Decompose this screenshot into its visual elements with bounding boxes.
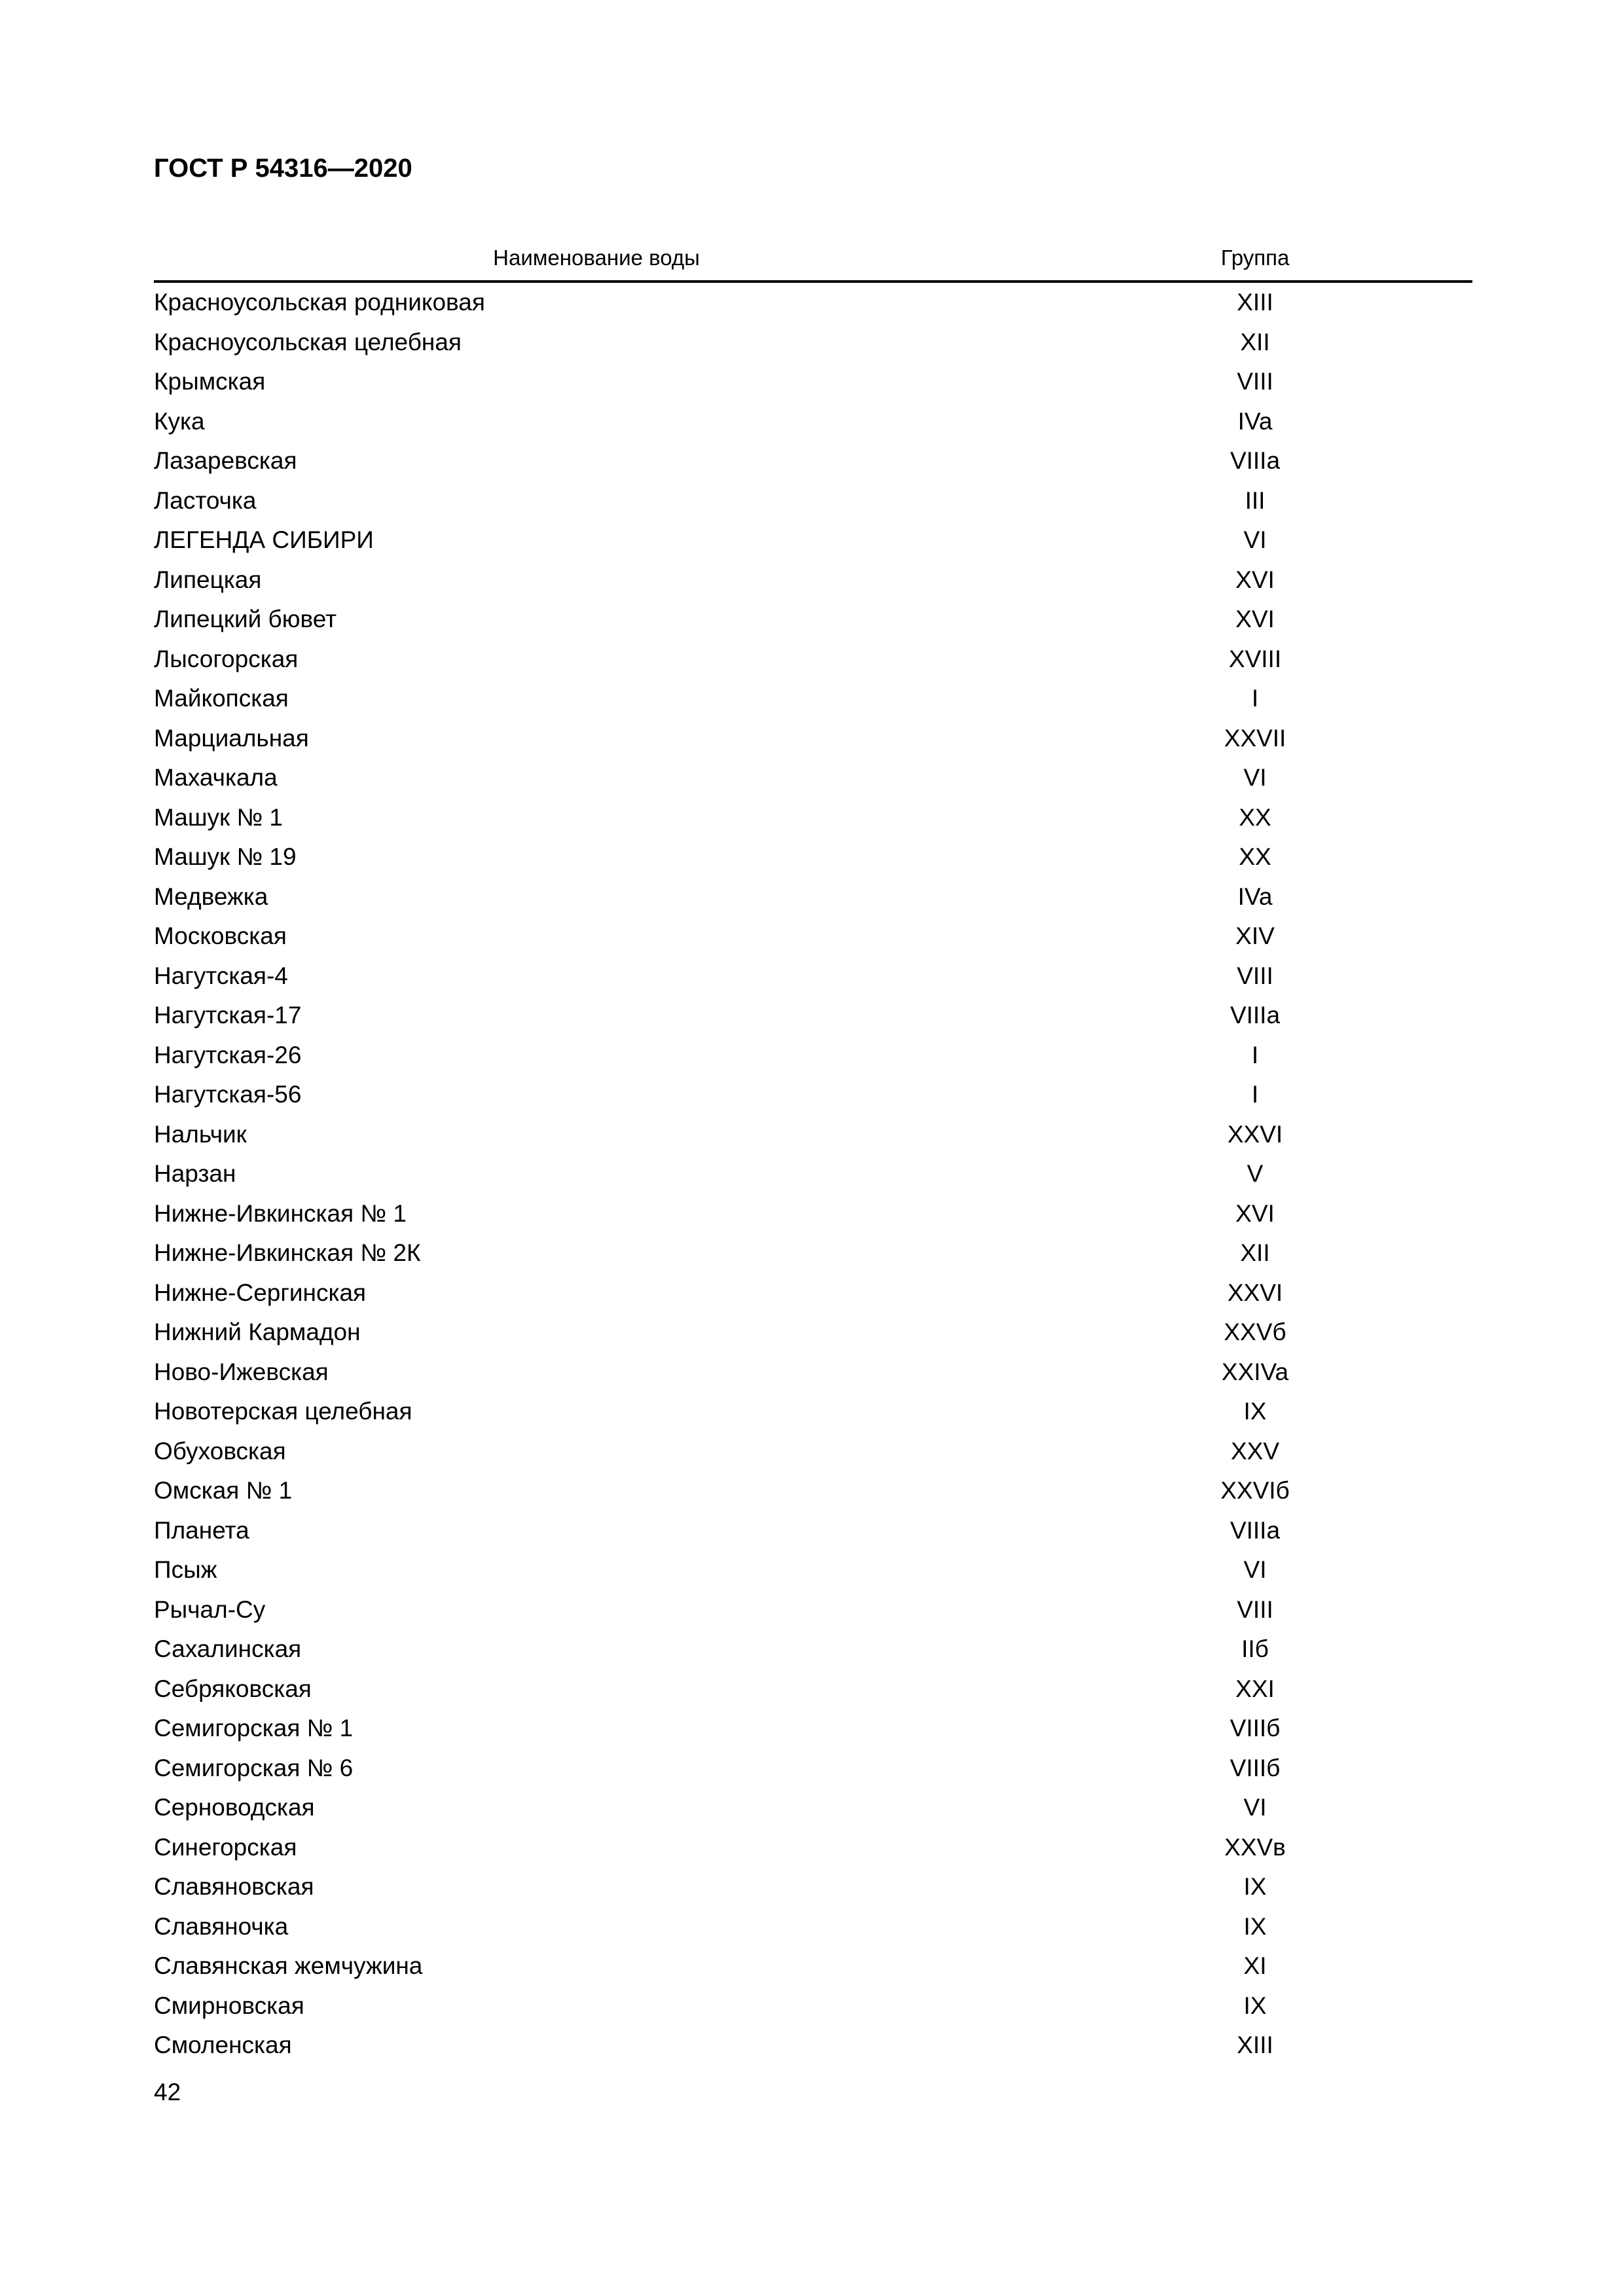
- table-row: [154, 520, 1472, 560]
- water-name-cell: Нагутская-17: [154, 1002, 302, 1029]
- table-row: [154, 957, 1472, 996]
- water-name-cell: Синегорская: [154, 1833, 297, 1861]
- water-group-cell: IIб: [1241, 1635, 1269, 1662]
- water-group-cell: XII: [1240, 1239, 1270, 1266]
- water-name-cell: Липецкий бювет: [154, 606, 337, 632]
- water-group-cell: VIII: [1237, 962, 1273, 989]
- water-group-cell: XXVII: [1224, 724, 1286, 752]
- water-group-cell: XXVI: [1227, 1120, 1283, 1148]
- table-row: [154, 1590, 1472, 1630]
- table-row: [154, 2026, 1472, 2066]
- water-group-cell: XXVв: [1224, 1833, 1286, 1861]
- water-name-cell: Крымская: [154, 368, 266, 395]
- table-body: [154, 283, 1472, 2066]
- table-row: [154, 1867, 1472, 1907]
- water-group-cell: XX: [1239, 803, 1271, 831]
- table-row: [154, 1313, 1472, 1353]
- water-group-cell: III: [1245, 486, 1266, 514]
- column-header-group: Группа: [1220, 246, 1290, 270]
- water-group-cell: XXV: [1230, 1437, 1280, 1465]
- water-name-cell: Махачкала: [154, 764, 278, 791]
- table-header: [154, 236, 1472, 283]
- table-row: [154, 1233, 1472, 1273]
- water-group-cell: IVa: [1237, 883, 1273, 910]
- water-group-cell: XVIII: [1228, 645, 1282, 672]
- water-name-cell: Омская № 1: [154, 1477, 293, 1504]
- water-name-cell: Лазаревская: [154, 447, 297, 474]
- water-group-cell: I: [1251, 685, 1259, 712]
- table-row: [154, 1115, 1472, 1155]
- table-row: [154, 758, 1472, 798]
- water-group-cell: XXVб: [1224, 1319, 1286, 1345]
- table-row: [154, 1075, 1472, 1115]
- water-group-cell: VI: [1243, 764, 1267, 791]
- water-name-cell: Нагутская-4: [154, 962, 288, 989]
- table-row: [154, 323, 1472, 363]
- table-row: [154, 1194, 1472, 1234]
- water-group-cell: XIV: [1235, 922, 1275, 949]
- water-name-cell: Машук № 1: [154, 803, 283, 831]
- table-row: [154, 1036, 1472, 1076]
- water-name-cell: Майкопская: [154, 685, 289, 712]
- water-name-cell: Красноусольская целебная: [154, 328, 462, 355]
- table-row: [154, 1471, 1472, 1511]
- water-name-cell: Славяновская: [154, 1873, 314, 1900]
- water-group-cell: IX: [1243, 1398, 1267, 1425]
- water-name-cell: Нижне-Ивкинская № 2К: [154, 1239, 421, 1266]
- table-row: [154, 1273, 1472, 1313]
- table-row: [154, 1749, 1472, 1789]
- water-group-cell: VIIIa: [1230, 1002, 1281, 1029]
- table-row: [154, 362, 1472, 402]
- water-group-cell: VIIIб: [1230, 1715, 1281, 1741]
- water-group-cell: IVa: [1237, 407, 1273, 435]
- water-name-cell: Ново-Ижевская: [154, 1358, 329, 1385]
- water-group-cell: IX: [1243, 1992, 1267, 2019]
- water-group-cell: V: [1247, 1160, 1264, 1187]
- water-name-cell: Новотерская целебная: [154, 1398, 412, 1425]
- table-row: [154, 1788, 1472, 1828]
- water-group-cell: I: [1251, 1041, 1259, 1068]
- water-group-cell: XI: [1243, 1952, 1267, 1979]
- table-row: [154, 1511, 1472, 1551]
- table-row: [154, 1353, 1472, 1393]
- water-group-cell: VIII: [1237, 1595, 1273, 1623]
- table-row: [154, 877, 1472, 917]
- water-name-cell: ЛЕГЕНДА СИБИРИ: [154, 526, 374, 553]
- water-name-cell: Красноусольская родниковая: [154, 289, 485, 316]
- water-group-cell: XII: [1240, 328, 1270, 355]
- water-name-cell: Славянская жемчужина: [154, 1952, 423, 1979]
- water-name-cell: Смоленская: [154, 2032, 292, 2058]
- table-row: [154, 1907, 1472, 1947]
- water-group-cell: IX: [1243, 1912, 1267, 1940]
- water-name-cell: Серноводская: [154, 1794, 315, 1821]
- table-row: [154, 996, 1472, 1036]
- water-group-cell: XVI: [1235, 1199, 1275, 1227]
- table-row: [154, 1630, 1472, 1669]
- water-group-cell: VIII: [1237, 368, 1273, 395]
- water-name-cell: Липецкая: [154, 566, 262, 593]
- table-row: [154, 441, 1472, 481]
- water-name-cell: Нагутская-56: [154, 1081, 302, 1108]
- water-group-cell: XX: [1239, 843, 1271, 870]
- water-groups-table: [154, 236, 1472, 2066]
- table-row: [154, 917, 1472, 957]
- water-name-cell: Нижне-Ивкинская № 1: [154, 1199, 407, 1227]
- water-name-cell: Кука: [154, 407, 205, 435]
- column-header-name: Наименование воды: [493, 246, 700, 270]
- water-group-cell: XVI: [1235, 566, 1275, 593]
- water-name-cell: Московская: [154, 922, 287, 949]
- water-name-cell: Машук № 19: [154, 843, 297, 870]
- water-name-cell: Нижне-Сергинская: [154, 1279, 367, 1306]
- water-group-cell: VI: [1243, 1794, 1267, 1821]
- water-name-cell: Семигорская № 1: [154, 1715, 354, 1741]
- table-row: [154, 1154, 1472, 1194]
- water-name-cell: Лысогорская: [154, 645, 299, 672]
- water-name-cell: Семигорская № 6: [154, 1754, 354, 1781]
- water-group-cell: XIII: [1237, 2032, 1273, 2058]
- table-row: [154, 640, 1472, 680]
- water-name-cell: Псыж: [154, 1556, 217, 1583]
- document-header: ГОСТ Р 54316—2020: [154, 154, 412, 183]
- table-row: [154, 283, 1472, 323]
- water-name-cell: Рычал-Су: [154, 1595, 266, 1623]
- water-name-cell: Нальчик: [154, 1120, 247, 1148]
- water-group-cell: VI: [1243, 1556, 1267, 1583]
- table-row: [154, 719, 1472, 759]
- table-row: [154, 679, 1472, 719]
- table-row: [154, 1986, 1472, 2026]
- water-name-cell: Смирновская: [154, 1992, 304, 2019]
- table-row: [154, 837, 1472, 877]
- table-row: [154, 798, 1472, 838]
- water-name-cell: Славяночка: [154, 1912, 289, 1940]
- water-name-cell: Нижний Кармадон: [154, 1319, 361, 1345]
- water-group-cell: VIIIa: [1230, 1516, 1281, 1544]
- table-row: [154, 1669, 1472, 1709]
- water-group-cell: VI: [1243, 526, 1267, 553]
- water-name-cell: Планета: [154, 1516, 249, 1544]
- water-group-cell: IX: [1243, 1873, 1267, 1900]
- table-row: [154, 1550, 1472, 1590]
- table-row: [154, 1392, 1472, 1432]
- table-row: [154, 600, 1472, 640]
- water-group-cell: XXVI: [1227, 1279, 1283, 1306]
- water-group-cell: XXIVa: [1221, 1358, 1289, 1385]
- water-group-cell: I: [1251, 1081, 1259, 1108]
- water-name-cell: Нагутская-26: [154, 1041, 302, 1068]
- page-number: 42: [154, 2079, 181, 2105]
- water-name-cell: Обуховская: [154, 1437, 286, 1465]
- water-name-cell: Сахалинская: [154, 1635, 302, 1662]
- table-row: [154, 481, 1472, 521]
- water-group-cell: XXVIб: [1220, 1477, 1290, 1504]
- water-group-cell: XXI: [1235, 1675, 1275, 1702]
- water-group-cell: VIIIб: [1230, 1754, 1281, 1781]
- water-name-cell: Ласточка: [154, 486, 257, 514]
- table-row: [154, 1828, 1472, 1868]
- water-name-cell: Медвежка: [154, 883, 268, 910]
- table-row: [154, 1432, 1472, 1472]
- table-row: [154, 1946, 1472, 1986]
- table-row: [154, 1709, 1472, 1749]
- water-name-cell: Нарзан: [154, 1160, 236, 1187]
- water-name-cell: Марциальная: [154, 724, 309, 752]
- table-row: [154, 402, 1472, 442]
- water-group-cell: VIIIa: [1230, 447, 1281, 474]
- water-group-cell: XVI: [1235, 606, 1275, 632]
- water-name-cell: Себряковская: [154, 1675, 312, 1702]
- table-row: [154, 560, 1472, 600]
- water-group-cell: XIII: [1237, 289, 1273, 316]
